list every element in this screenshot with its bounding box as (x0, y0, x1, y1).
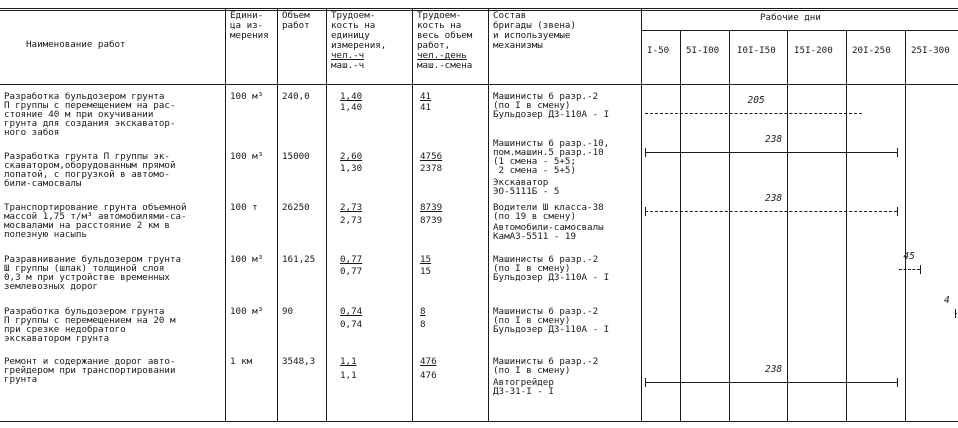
row-5-crew-line: (по I в смену) (493, 315, 571, 326)
header-crew-4: механизмы (493, 40, 543, 51)
row-3-crew-line: Автомобили-самосвалы (493, 222, 604, 233)
day-range-4: I5I-200 (794, 45, 833, 56)
row-2-name-line: Разработка грунта П группы эк- (4, 151, 170, 162)
header-unit-3: мерения (230, 30, 269, 41)
row-5-crew-line: Машинисты 6 разр.-2 (493, 306, 599, 317)
row-2-labor-unit-bottom: 1,30 (340, 163, 363, 174)
row-3-labor-total-top: 8739 (420, 202, 443, 213)
col-sep-volume (277, 8, 278, 422)
row-6-name-line: Ремонт и содержание дорог авто- (4, 356, 176, 367)
header-labor-total-numerator: чел.-день (417, 50, 467, 61)
header-work-name: Наименование работ (26, 39, 126, 50)
row-3-name-line: массой 1,75 т/м³ автомобилями-са- (4, 211, 187, 222)
gantt-bar (645, 152, 896, 153)
gantt-bar-duration-label: 45 (903, 251, 915, 262)
gantt-bar-end-tick (920, 265, 921, 274)
row-2-crew-line: (1 смена - 5+5; (493, 156, 576, 167)
row-6-labor-unit-top: 1,1 (340, 356, 357, 367)
gantt-bar-duration-label: 205 (747, 95, 765, 106)
header-crew-2: бригады (звена) (493, 20, 576, 31)
row-2-labor-unit-top: 2,60 (340, 151, 363, 162)
row-4-labor-total-bottom: 15 (420, 266, 432, 277)
day-range-2: 5I-I00 (686, 45, 720, 56)
day-range-5: 20I-250 (852, 45, 891, 56)
row-1-unit: 100 м³ (230, 91, 264, 102)
row-6-unit: 1 км (230, 356, 253, 367)
header-labor-unit-4: измерения, (331, 40, 387, 51)
header-crew-3: и используемые (493, 30, 571, 41)
row-3-name-line: мосвалами на расстояние 2 км в (4, 220, 170, 231)
gantt-bar-start-tick (645, 207, 646, 216)
header-volume-1: Объем (282, 10, 310, 21)
row-1-crew-line: Машинисты 6 разр.-2 (493, 91, 599, 102)
row-2-crew-line: ЭО-5111Б - 5 (493, 186, 560, 197)
row-4-crew-line: Бульдозер ДЗ-110А - I (493, 272, 610, 283)
row-1-name-line: Разработка бульдозером грунта (4, 91, 165, 102)
row-1-volume: 240,0 (282, 91, 310, 102)
gantt-bar (899, 269, 920, 270)
header-volume-2: работ (282, 20, 310, 31)
row-4-name-line: Ш группы (шлак) толщиной слоя (4, 263, 165, 274)
day-range-3: I0I-I50 (737, 45, 776, 56)
row-6-labor-unit-bottom: 1,1 (340, 370, 357, 381)
row-1-name-line: ного забоя (4, 127, 60, 138)
gantt-bar-end-tick (897, 207, 898, 216)
gantt-bar-start-tick (955, 309, 956, 318)
gantt-bar-duration-label: 4 (944, 295, 950, 306)
row-3-crew-line: КамАЗ-5511 - 19 (493, 231, 576, 242)
row-5-name-line: при срезке недобратого (4, 324, 126, 335)
row-2-crew-line: Экскаватор (493, 177, 549, 188)
gantt-bar (645, 113, 862, 114)
row-4-name-line: Разравнивание бульдозером грунта (4, 254, 182, 265)
header-labor-total-4: работ, (417, 40, 451, 51)
row-4-name-line: землевозных дорог (4, 281, 99, 292)
row-6-crew-line: Автогрейдер (493, 377, 554, 388)
row-5-name-line: П группы с перемещением на 20 м (4, 315, 176, 326)
row-6-name-line: грейдером при транспортировании (4, 365, 176, 376)
row-1-name-line: стояние 40 м при окучивании (4, 109, 154, 120)
row-5-crew-line: Бульдозер ДЗ-110А - I (493, 324, 610, 335)
row-2-crew-line: пом.машин.5 разр.-10 (493, 147, 604, 158)
row-4-unit: 100 м³ (230, 254, 264, 265)
row-5-unit: 100 м³ (230, 306, 264, 317)
row-1-name-line: П группы с перемещением на рас- (4, 100, 176, 111)
row-2-labor-total-top: 4756 (420, 151, 443, 162)
row-1-crew-line: Бульдозер ДЗ-110А - I (493, 109, 610, 120)
header-labor-unit-denominator: маш.-ч (331, 60, 365, 71)
row-3-unit: 100 т (230, 202, 258, 213)
row-5-labor-unit-bottom: 0,74 (340, 319, 363, 330)
header-labor-unit-3: единицу (331, 30, 370, 41)
gantt-bar-duration-label: 238 (764, 193, 783, 204)
header-labor-unit-numerator: чел.-ч (331, 50, 365, 61)
header-unit-2: ца из- (230, 20, 264, 31)
row-3-crew-line: (по 19 в смену) (493, 211, 576, 222)
row-1-labor-unit-bottom: 1,40 (340, 102, 363, 113)
row-4-labor-unit-bottom: 0,77 (340, 266, 363, 277)
row-2-unit: 100 м³ (230, 151, 264, 162)
row-5-name-line: экскаватором грунта (4, 333, 110, 344)
row-2-name-line: лопатой, с погрузкой в автомо- (4, 169, 170, 180)
row-6-crew-line: ДЗ-31-I - I (493, 386, 554, 397)
row-3-name-line: полезную насыпь (4, 229, 87, 240)
gantt-bar-duration-label: 238 (764, 364, 783, 375)
row-1-name-line: грунта для создания экскаватор- (4, 118, 176, 129)
row-1-labor-total-top: 41 (420, 91, 432, 102)
row-3-volume: 26250 (282, 202, 310, 213)
row-2-name-line: били-самосвалы (4, 178, 82, 189)
row-4-labor-unit-top: 0,77 (340, 254, 363, 265)
row-2-labor-total-bottom: 2378 (420, 163, 443, 174)
col-sep-crew (488, 8, 489, 422)
header-crew-1: Состав (493, 10, 527, 21)
col-sep-unit (225, 8, 226, 422)
col-sep-labor-unit (326, 8, 327, 422)
row-5-labor-unit-top: 0,74 (340, 306, 363, 317)
header-labor-total-1: Трудоем- (417, 10, 462, 21)
row-4-crew-line: Машинисты 6 разр.-2 (493, 254, 599, 265)
day-range-1: I-50 (647, 45, 670, 56)
row-4-volume: 161,25 (282, 254, 316, 265)
header-labor-unit-1: Трудоем- (331, 10, 376, 21)
gantt-bar (645, 211, 896, 212)
gantt-bar (645, 382, 896, 383)
row-6-name-line: грунта (4, 374, 38, 385)
row-4-crew-line: (по I в смену) (493, 263, 571, 274)
row-5-name-line: Разработка бульдозером грунта (4, 306, 165, 317)
header-unit-1: Едини- (230, 10, 264, 21)
row-3-name-line: Транспортирование грунта объемной (4, 202, 187, 213)
row-6-crew-line: (по I в смену) (493, 365, 571, 376)
gantt-bar-start-tick (645, 148, 646, 157)
row-2-volume: 15000 (282, 151, 310, 162)
header-labor-unit-2: кость на (331, 20, 376, 31)
header-days-title: Рабочие дни (760, 12, 821, 23)
row-3-labor-unit-bottom: 2,73 (340, 215, 363, 226)
row-6-crew-line: Машинисты 6 разр.-2 (493, 356, 599, 367)
row-1-crew-line: (по I в смену) (493, 100, 571, 111)
day-range-6: 25I-300 (911, 45, 950, 56)
header-labor-total-denominator: маш.-смена (417, 60, 473, 71)
row-4-labor-total-top: 15 (420, 254, 432, 265)
gantt-bar-start-tick (645, 378, 646, 387)
row-3-crew-line: Водители Ш класса-38 (493, 202, 604, 213)
gantt-bar-end-tick (897, 378, 898, 387)
header-labor-total-2: кость на (417, 20, 462, 31)
col-sep-labor-total (412, 8, 413, 422)
row-6-volume: 3548,3 (282, 356, 316, 367)
row-3-labor-total-bottom: 8739 (420, 215, 443, 226)
row-1-labor-unit-top: 1,40 (340, 91, 363, 102)
header-labor-total-3: весь объем (417, 30, 473, 41)
row-5-labor-total-top: 8 (420, 306, 426, 317)
gantt-bar-end-tick (897, 148, 898, 157)
row-2-name-line: скаватором,оборудованным прямой (4, 160, 176, 171)
row-4-name-line: 0,3 м при устройстве временных (4, 272, 170, 283)
row-5-labor-total-bottom: 8 (420, 319, 426, 330)
row-2-crew-line: 2 смена - 5+5) (493, 165, 576, 176)
row-2-crew-line: Машинисты 6 разр.-10, (493, 138, 610, 149)
row-6-labor-total-top: 476 (420, 356, 437, 367)
row-6-labor-total-bottom: 476 (420, 370, 437, 381)
gantt-bar-duration-label: 238 (764, 134, 783, 145)
gantt-area (641, 0, 958, 428)
row-1-labor-total-bottom: 41 (420, 102, 432, 113)
row-3-labor-unit-top: 2,73 (340, 202, 363, 213)
row-5-volume: 90 (282, 306, 294, 317)
